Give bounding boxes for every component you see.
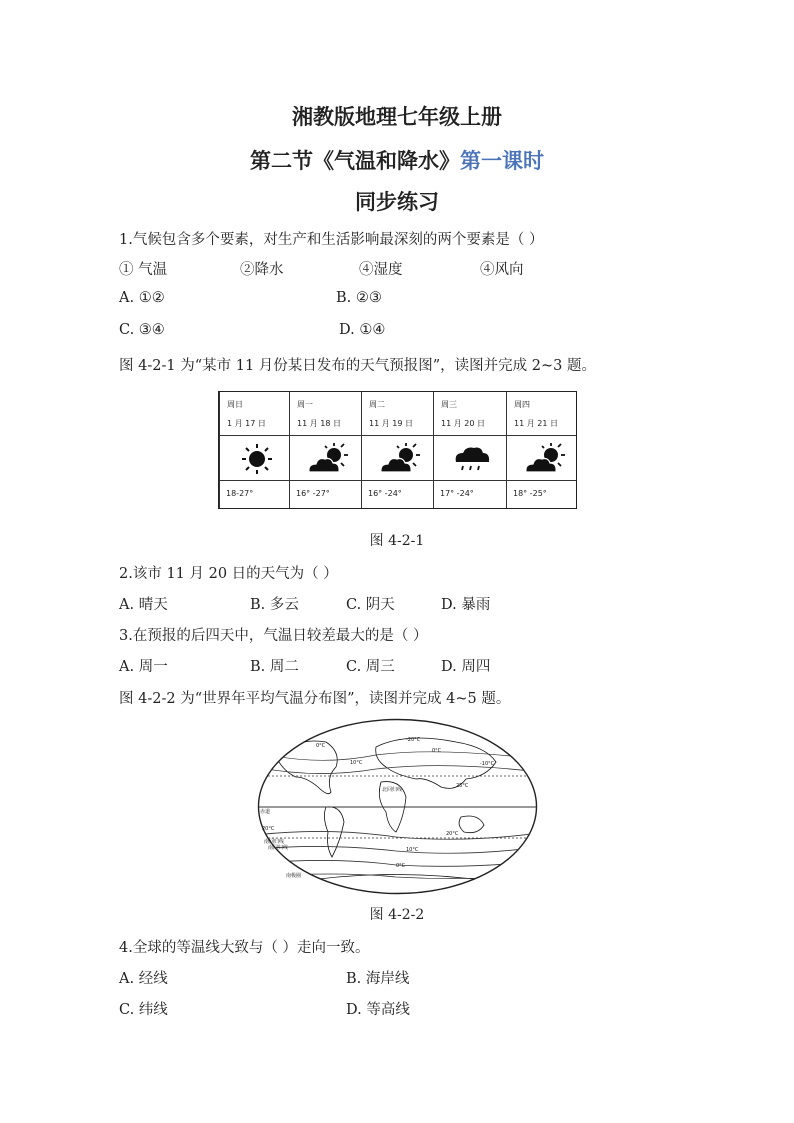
question-4-stem: 4.全球的等温线大致与（ ）走向一致。 — [119, 940, 370, 956]
q1-item-1: ① 气温 — [119, 262, 168, 278]
day-label: 周三 — [441, 400, 457, 409]
q4-option-a: A. 经线 — [119, 971, 168, 987]
lesson-title-period: 第一课时 — [460, 148, 544, 173]
day-label: 周日 — [227, 400, 243, 409]
weather-forecast-table — [218, 391, 577, 509]
tropic-of-capricorn-label-2: 南回归线 — [268, 845, 289, 851]
exercise-title: 同步练习 — [355, 189, 439, 214]
q4-option-b: B. 海岸线 — [346, 971, 410, 987]
figure-1-caption: 图 4-2-1 — [369, 533, 425, 549]
sun-icon — [234, 442, 280, 476]
document-title: 湘教版地理七年级上册 — [292, 104, 502, 129]
figure-2-caption: 图 4-2-2 — [369, 907, 425, 923]
temperature-range: 17° -24° — [440, 489, 474, 498]
q3-option-c: C. 周三 — [346, 659, 395, 675]
isotherm-label: 20°C — [446, 831, 459, 837]
date-label: 11 月 18 日 — [297, 419, 341, 428]
temperature-range: 16° -24° — [368, 489, 402, 498]
isotherm-label: 0°C — [396, 863, 406, 869]
date-label: 1 月 17 日 — [227, 419, 266, 428]
forecast-day-1 — [219, 392, 289, 508]
question-3-stem: 3.在预报的后四天中，气温日较差最大的是（ ） — [119, 628, 428, 644]
isotherm-label: -20°C — [406, 737, 421, 743]
forecast-day-2 — [289, 392, 361, 508]
forecast-day-5 — [506, 392, 576, 508]
isotherm-label: -10°C — [480, 761, 495, 767]
lesson-title — [0, 145, 794, 175]
temperature-range: 18-27° — [226, 489, 254, 498]
q3-option-d: D. 周四 — [441, 659, 491, 675]
partly-cloudy-icon — [521, 442, 567, 476]
rain-cloud-icon — [448, 442, 494, 476]
day-label: 周二 — [369, 400, 385, 409]
isotherm-label: 10°C — [350, 760, 363, 766]
isotherm-label: 20°C — [262, 826, 275, 832]
q4-option-d: D. 等高线 — [346, 1002, 410, 1018]
q4-option-c: C. 纬线 — [119, 1002, 168, 1018]
figure-1-intro: 图 4-2-1 为“某市 11 月份某日发布的天气预报图”，读图并完成 2~3 题。 — [119, 358, 597, 374]
q1-option-d: D. ①④ — [339, 322, 386, 338]
q1-option-a: A. ①② — [119, 290, 165, 306]
q3-option-b: B. 周二 — [250, 659, 299, 675]
isotherm-label: 10°C — [406, 847, 419, 853]
forecast-day-4 — [433, 392, 506, 508]
tropic-of-capricorn-label: 南回归线 — [264, 839, 285, 845]
world-temperature-map — [256, 717, 539, 896]
figure-2-intro: 图 4-2-2 为“世界年平均气温分布图”，读图并完成 4~5 题。 — [119, 691, 511, 707]
question-2-stem: 2.该市 11 月 20 日的天气为（ ） — [119, 566, 338, 582]
antarctic-circle-label: 南极圈 — [286, 873, 302, 879]
q2-option-d: D. 暴雨 — [441, 597, 491, 613]
equator-label: 赤道 — [260, 809, 271, 815]
date-label: 11 月 19 日 — [369, 419, 413, 428]
isotherm-label: 0°C — [432, 748, 442, 754]
q1-item-4: ④风向 — [480, 262, 524, 278]
temperature-range: 18° -25° — [513, 489, 547, 498]
q2-option-c: C. 阴天 — [346, 597, 395, 613]
isotherm-label: 0°C — [316, 743, 326, 749]
q2-option-a: A. 晴天 — [119, 597, 168, 613]
date-label: 11 月 20 日 — [441, 419, 485, 428]
partly-cloudy-icon — [376, 442, 422, 476]
date-label: 11 月 21 日 — [514, 419, 558, 428]
question-1-stem: 1.气候包含多个要素，对生产和生活影响最深刻的两个要素是（ ） — [119, 232, 544, 248]
temperature-range: 16° -27° — [296, 489, 330, 498]
forecast-day-3 — [361, 392, 433, 508]
partly-cloudy-icon — [304, 442, 350, 476]
lesson-title-main: 第二节《气温和降水》 — [250, 148, 460, 173]
q3-option-a: A. 周一 — [119, 659, 168, 675]
day-label: 周四 — [514, 400, 530, 409]
q2-option-b: B. 多云 — [250, 597, 299, 613]
q1-option-c: C. ③④ — [119, 322, 165, 338]
q1-option-b: B. ②③ — [336, 290, 382, 306]
isotherm-label: 25°C — [456, 783, 469, 789]
day-label: 周一 — [297, 400, 313, 409]
q1-item-3: ④湿度 — [359, 262, 403, 278]
q1-item-2: ②降水 — [240, 262, 284, 278]
tropic-of-cancer-label: 北回归线 — [382, 787, 403, 793]
